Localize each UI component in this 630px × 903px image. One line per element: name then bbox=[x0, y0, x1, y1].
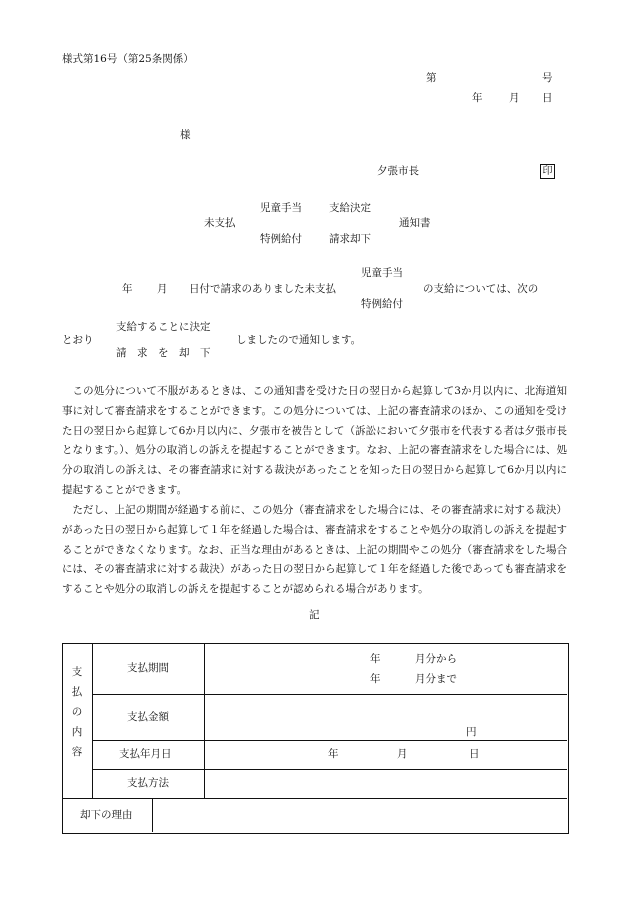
payment-content-side-label: 支払の内容 bbox=[71, 666, 83, 758]
table-divider bbox=[92, 769, 567, 770]
title-option-allowance-1: 児童手当 bbox=[260, 202, 302, 214]
body-year-label: 年 bbox=[122, 283, 133, 295]
body-request-text: 日付で請求のありました未支払 bbox=[189, 283, 336, 295]
table-divider bbox=[204, 643, 205, 798]
title-prefix: 未支払 bbox=[204, 217, 236, 229]
title-option-decision-1: 支給決定 bbox=[329, 202, 371, 214]
table-divider bbox=[92, 740, 567, 741]
appeal-notice-paragraph-2: ただし、上記の期間が経過する前に、この処分（審査請求をした場合には、その審査請求に対する裁決）があった日の翌日から起算して１年を経過した場合は、審査請求をすることや処分の取消しの訴えを提起することができなくなります。なお、正当な理由があるときは、上記の期間やこの処分（審査請求をした場合には、その審査請求に対する裁決）があった日の翌日から起算して１年を経過した後であっても審査請求をすることや処分の取消しの訴えを提起することが認められる場合があります。 bbox=[62, 504, 567, 596]
pay-date-month: 月 bbox=[397, 748, 408, 760]
body-month-label: 月 bbox=[157, 283, 168, 295]
body-option-allowance-2: 特例給付 bbox=[361, 298, 403, 310]
title-option-allowance-2: 特例給付 bbox=[260, 233, 302, 245]
table-divider bbox=[92, 643, 93, 798]
body-option-allowance-1: 児童手当 bbox=[361, 267, 403, 279]
appeal-notice-paragraph-1: この処分について不服があるときは、この通知書を受けた日の翌日から起算して3か月以内に、北海道知事に対して審査請求をすることができます。この処分については、上記の審査請求のほか、この通知を受けた日の翌日から起算して6か月以内に、夕張市を被告として（訴訟において夕張市を代表する者は夕張市長となります。）、処分の取消しの訴えを提起することができます。なお、上記の審査請求をした場合には、処分の取消しの訴えは、その審査請求に対する裁決があったことを知った日の翌日から起算して6か月以内に提起することができます。 bbox=[62, 385, 567, 496]
period-row-label: 支払期間 bbox=[127, 662, 169, 674]
body-line1-tail: の支給については、次の bbox=[423, 283, 539, 295]
amount-unit: 円 bbox=[466, 726, 477, 738]
doc-number-prefix: 第 bbox=[426, 72, 437, 84]
table-divider bbox=[152, 798, 153, 832]
seal-mark: 印 bbox=[540, 164, 555, 179]
amount-row-label: 支払金額 bbox=[127, 711, 169, 723]
title-suffix: 通知書 bbox=[399, 217, 431, 229]
body-line2-lead: とおり bbox=[62, 334, 94, 346]
form-number: 様式第16号（第25条関係） bbox=[62, 53, 194, 65]
table-divider bbox=[62, 798, 567, 799]
body-option-decide: 支給することに決定 bbox=[116, 321, 211, 333]
pay-date-year: 年 bbox=[328, 748, 339, 760]
rejection-reason-label: 却下の理由 bbox=[80, 809, 133, 821]
ki-heading: 記 bbox=[309, 609, 320, 621]
issuer-name: 夕張市長 bbox=[377, 165, 419, 177]
period-from-year: 年 bbox=[370, 653, 381, 665]
date-month-label: 月 bbox=[509, 92, 520, 104]
table-divider bbox=[92, 694, 567, 695]
body-option-reject: 請 求 を 却 下 bbox=[116, 347, 211, 359]
title-option-decision-2: 請求却下 bbox=[329, 233, 371, 245]
doc-number-suffix: 号 bbox=[542, 72, 553, 84]
addressee-suffix: 様 bbox=[180, 129, 191, 141]
pay-date-day: 日 bbox=[469, 748, 480, 760]
date-year-label: 年 bbox=[472, 92, 483, 104]
date-row-label: 支払年月日 bbox=[119, 748, 172, 760]
date-day-label: 日 bbox=[542, 92, 553, 104]
period-to-month: 月分まで bbox=[415, 673, 457, 685]
method-row-label: 支払方法 bbox=[127, 777, 169, 789]
body-line2-tail: しましたので通知します。 bbox=[236, 334, 362, 346]
period-from-month: 月分から bbox=[415, 653, 457, 665]
period-to-year: 年 bbox=[370, 673, 381, 685]
